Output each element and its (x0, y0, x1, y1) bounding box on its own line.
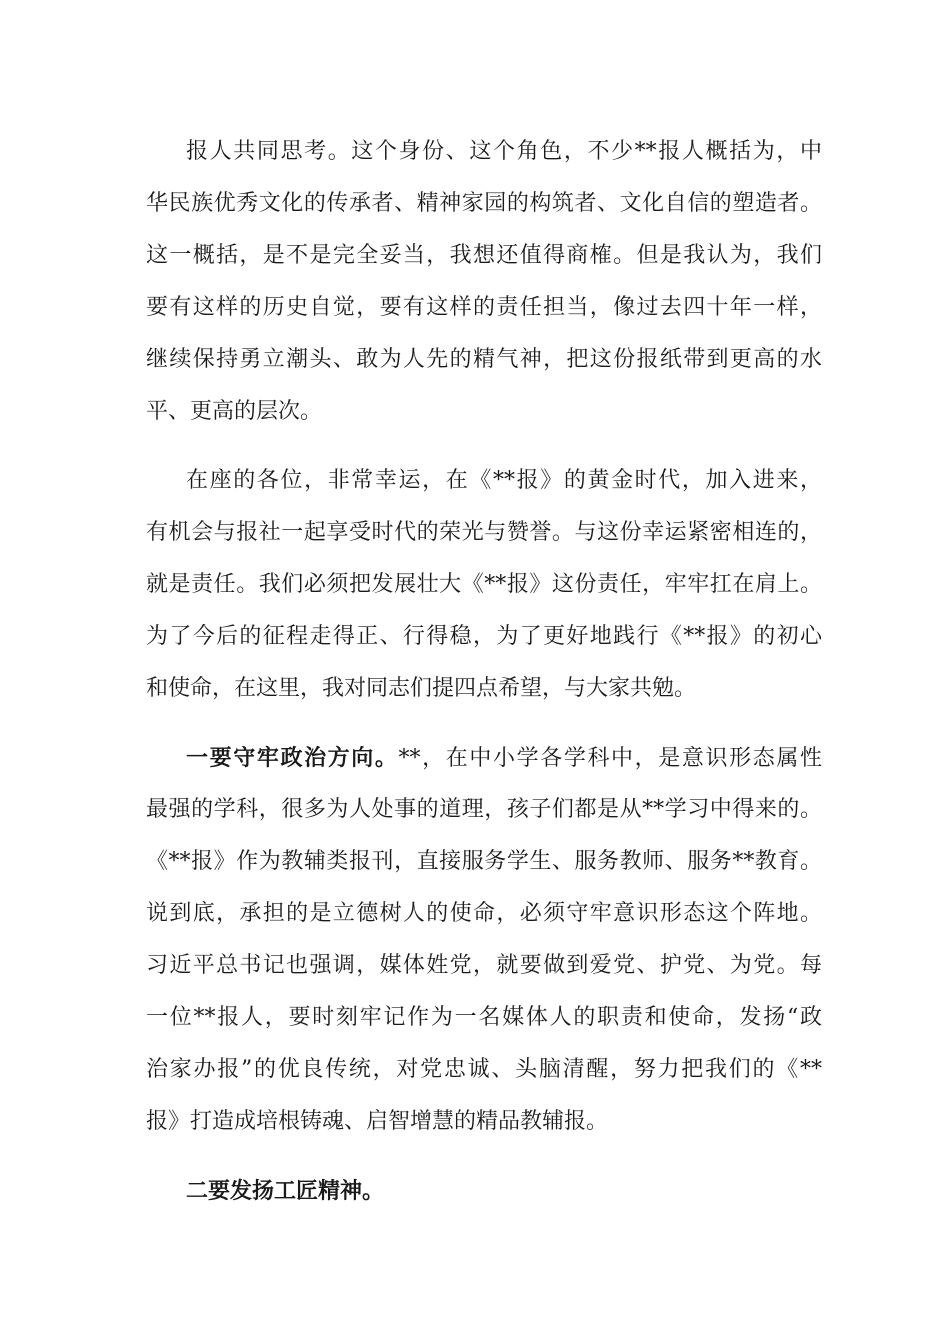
text-line (146, 1165, 822, 1217)
paragraph-2 (146, 455, 822, 715)
text-line: 平、更高的层次。 (146, 399, 323, 424)
text-line: 继续保持勇立潮头、敢为人先的精气神，把这份报纸带到更高的水 (146, 347, 822, 372)
text-line: 有机会与报社一起享受时代的荣光与赞誉。与这份幸运紧密相连的， (146, 520, 822, 545)
paragraph-3 (146, 732, 822, 1148)
text-line: 习近平总书记也强调，媒体姓党，就要做到爱党、护党、为党。每 (146, 953, 822, 978)
text-line: 报人共同思考。这个身份、这个角色，不少**报人概括为，中 (186, 139, 822, 164)
text-line: 说到底，承担的是立德树人的使命，必须守牢意识形态这个阵地。 (146, 901, 822, 926)
text-line: 最强的学科，很多为人处事的道理，孩子们都是从**学习中得来的。 (146, 797, 822, 822)
text-line: 华民族优秀文化的传承者、精神家园的构筑者、文化自信的塑造者。 (146, 191, 822, 216)
paragraph-4 (146, 1165, 822, 1217)
paragraph-1 (146, 126, 822, 438)
text-line (146, 732, 822, 784)
document-body (146, 126, 822, 1234)
text-line: 报》打造成培根铸魂、启智增慧的精品教辅报。 (146, 1109, 609, 1134)
text-line: 为了今后的征程走得正、行得稳，为了更好地践行《**报》的初心 (146, 624, 822, 649)
text-line: 和使命，在这里，我对同志们提四点希望，与大家共勉。 (146, 676, 697, 701)
text-line: 治家办报”的优良传统，对党忠诚、头脑清醒，努力把我们的《** (146, 1057, 822, 1082)
paragraph-lead-heading: 二要发扬工匠精神。 (186, 1178, 385, 1204)
text-line: 在座的各位，非常幸运，在《**报》的黄金时代，加入进来， (186, 468, 822, 493)
text-line: 要有这样的历史自觉，要有这样的责任担当，像过去四十年一样， (146, 295, 822, 320)
text-line: 就是责任。我们必须把发展壮大《**报》这份责任，牢牢扛在肩上。 (146, 572, 822, 597)
text-line: 一位**报人，要时刻牢记作为一名媒体人的职责和使命，发扬“政 (146, 1005, 822, 1030)
text-line: 《**报》作为教辅类报刊，直接服务学生、服务教师、服务**教育。 (146, 849, 822, 874)
paragraph-lead-heading: 一要守牢政治方向。 (186, 745, 399, 771)
text-line: 这一概括，是不是完全妥当，我想还值得商榷。但是我认为，我们 (146, 243, 822, 268)
text-line-remainder: **，在中小学各学科中，是意识形态属性 (398, 746, 822, 771)
